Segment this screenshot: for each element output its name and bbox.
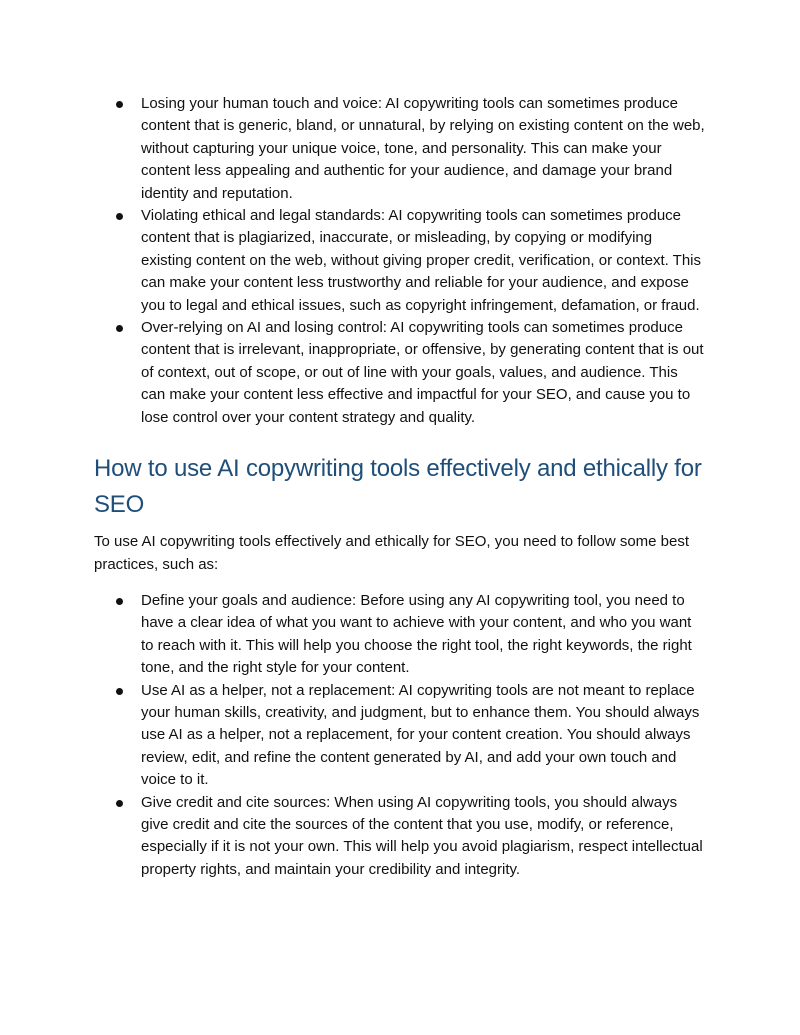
bullet-icon bbox=[116, 101, 123, 108]
list-item bbox=[94, 93, 706, 205]
list-item bbox=[94, 792, 706, 882]
list-item-text: Losing your human touch and voice: AI copywriting tools can sometimes produce content that is generic, bland, or unnatural, by relying on existing content on the web, without capturing your unique voice, tone, and personality. This can make your content less appealing and authentic for your audience, and damage your brand identity and reputation. bbox=[141, 95, 705, 202]
bullet-icon bbox=[116, 598, 123, 605]
bullet-icon bbox=[116, 213, 123, 220]
section-intro: To use AI copywriting tools effectively and ethically for SEO, you need to follow some best practices, such as: bbox=[94, 533, 690, 573]
risks-list bbox=[94, 93, 706, 429]
best-practices-list bbox=[94, 590, 706, 881]
list-item-text: Over-relying on AI and losing control: AI copywriting tools can sometimes produce content that is irrelevant, inappropriate, or offensive, by generating content that is out of context, out of scope, or out of line with your goals, values, and audience. This can make your content less effective and impactful for your SEO, and cause you to lose control over your content strategy and quality. bbox=[141, 319, 704, 426]
list-item bbox=[94, 317, 706, 429]
list-item bbox=[94, 590, 706, 680]
bullet-icon bbox=[116, 325, 123, 332]
list-item-text: Define your goals and audience: Before using any AI copywriting tool, you need to have a clear idea of what you want to achieve with your content, and who you want to reach with it. This will help you choose the right tool, the right keywords, the right tone, and the right style for your content. bbox=[141, 591, 692, 677]
list-item bbox=[94, 205, 706, 317]
list-item-text: Give credit and cite sources: When using AI copywriting tools, you should always give credit and cite the sources of the content that you use, modify, or reference, especially if it is not your own. This will help you avoid plagiarism, respect intellectual property rights, and maintain your credibility and integrity. bbox=[141, 793, 703, 878]
section-heading: How to use AI copywriting tools effectively and ethically for SEO bbox=[94, 455, 702, 519]
list-item-text: Violating ethical and legal standards: AI copywriting tools can sometimes produce content that is plagiarized, inaccurate, or misleading, by copying or modifying existing content on the web, without giving proper credit, verification, or context. This can make your content less trustworthy and reliable for your audience, and expose you to legal and ethical issues, such as copyright infringement, defamation, or fraud. bbox=[141, 207, 702, 314]
document-body bbox=[94, 93, 706, 881]
bullet-icon bbox=[116, 800, 123, 807]
list-item bbox=[94, 680, 706, 792]
bullet-icon bbox=[116, 688, 123, 695]
list-item-text: Use AI as a helper, not a replacement: AI copywriting tools are not meant to replace your human skills, creativity, and judgment, but to enhance them. You should always use AI as a helper, not a replacement, for your content creation. You should always review, edit, and refine the content generated by AI, and add your own touch and voice to it. bbox=[141, 681, 700, 789]
